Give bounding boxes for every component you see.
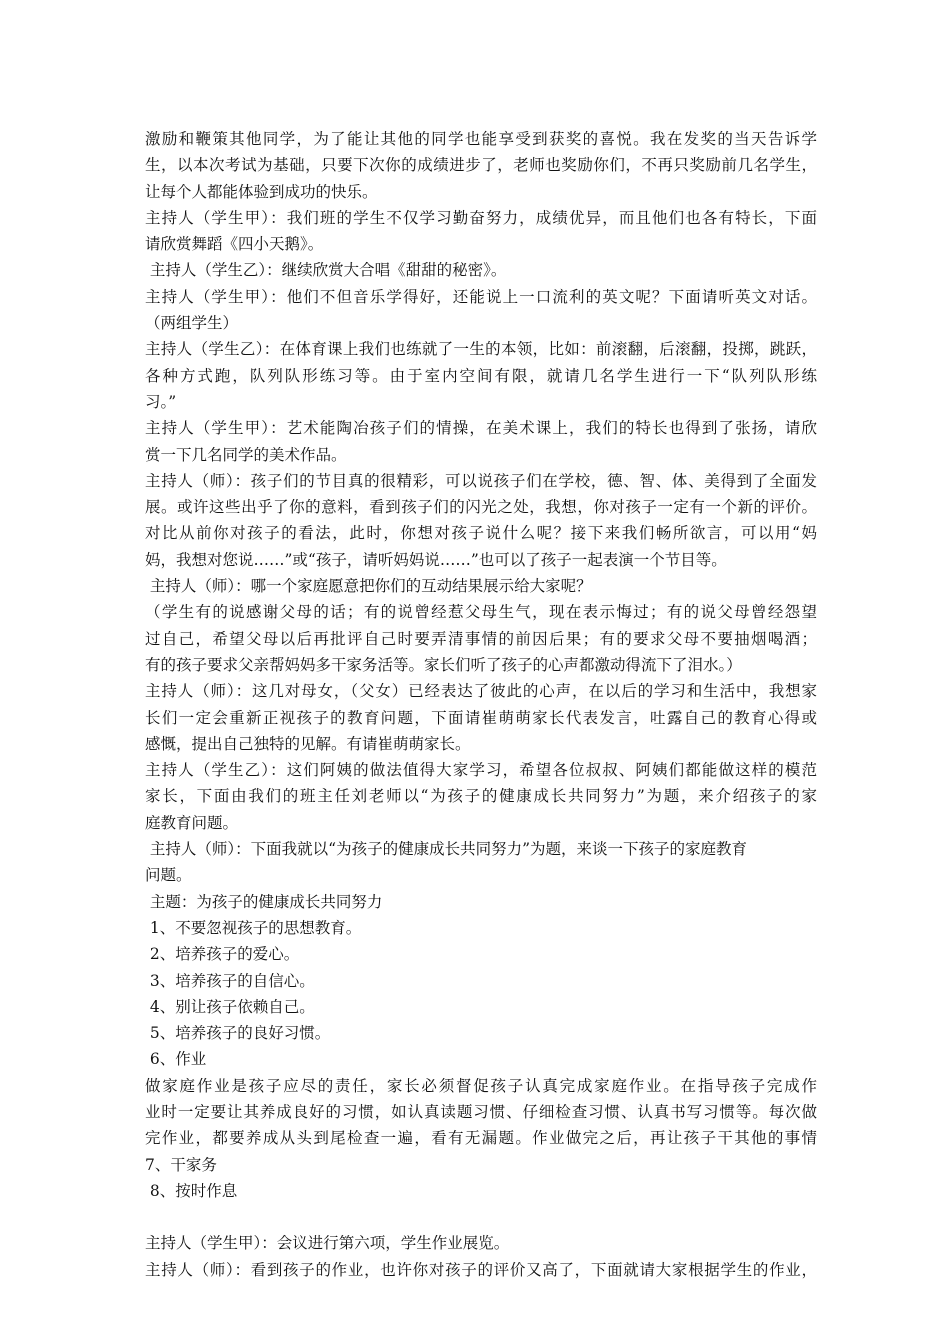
text-line: 展。或许这些出乎了你的意料，看到孩子们的闪光之处，我想，你对孩子一定有一个新的评价。 <box>145 498 817 517</box>
text-line: 4、别让孩子依赖自己。 <box>145 997 315 1016</box>
text-line: 主持人（师）：这几对母女，（父女）已经表达了彼此的心声，在以后的学习和生活中，我想家 <box>145 682 817 701</box>
text-line: 主持人（学生乙）：这们阿姨的做法值得大家学习，希望各位叔叔、阿姨们都能做这样的模范 <box>145 761 817 780</box>
text-line: 让每个人都能体验到成功的快乐。 <box>145 182 378 201</box>
text-line: 主持人（师）：哪一个家庭愿意把你们的互动结果展示给大家呢？ <box>145 577 592 596</box>
text-line: 主持人（学生甲）：他们不但音乐学得好，还能说上一口流利的英文呢？下面请听英文对话。 <box>145 287 817 306</box>
text-line: 8、按时作息 <box>145 1181 238 1200</box>
text-line: 业时一定要让其养成良好的习惯，如认真读题习惯、仔细检查习惯、认真书写习惯等。每次做 <box>145 1102 817 1121</box>
text-line: 过自己，希望父母以后再批评自己时要弄清事情的前因后果；有的要求父母不要抽烟喝酒； <box>145 629 817 648</box>
text-line: （两组学生） <box>145 314 239 333</box>
text-line: 问题。 <box>145 866 192 885</box>
text-line: 家长，下面由我们的班主任刘老师以“为孩子的健康成长共同努力”为题，来介绍孩子的家 <box>145 787 817 806</box>
text-line: 主持人（师）：看到孩子的作业，也许你对孩子的评价又高了，下面就请大家根据学生的作业， <box>145 1260 817 1279</box>
text-line: 长们一定会重新正视孩子的教育问题，下面请崔萌萌家长代表发言，吐露自己的教育心得或 <box>145 708 817 727</box>
text-line: 做家庭作业是孩子应尽的责任，家长必须督促孩子认真完成家庭作业。在指导孩子完成作 <box>145 1076 817 1095</box>
text-line: 6、作业 <box>145 1050 207 1069</box>
text-line <box>145 1204 817 1230</box>
text-line: 习。” <box>145 392 177 411</box>
text-line: 主持人（师）：孩子们的节目真的很精彩，可以说孩子们在学校，德、智、体、美得到了全面发 <box>145 471 817 490</box>
text-line: 妈，我想对您说……”或“孩子，请听妈妈说……”也可以了孩子一起表演一个节目等。 <box>145 550 727 569</box>
text-line: 主持人（学生甲）：会议进行第六项，学生作业展览。 <box>145 1234 510 1253</box>
text-line: 主持人（学生乙）：继续欣赏大合唱《甜甜的秘密》。 <box>145 261 507 280</box>
text-line: 请欣赏舞蹈《四小天鹅》。 <box>145 235 324 254</box>
text-line: 2、培养孩子的爱心。 <box>145 945 300 964</box>
text-line: 7、干家务 <box>145 1155 217 1174</box>
text-line: 1、不要忽视孩子的思想教育。 <box>145 918 362 937</box>
text-line: 生，以本次考试为基础，只要下次你的成绩进步了，老师也奖励你们，不再只奖励前几名学生， <box>145 156 817 175</box>
text-line: 有的孩子要求父亲帮妈妈多干家务活等。家长们听了孩子的心声都激动得流下了泪水。） <box>145 655 742 674</box>
text-line: 对比从前你对孩子的看法，此时，你想对孩子说什么呢？接下来我们畅所欲言，可以用“妈 <box>145 524 817 543</box>
text-line: 主持人（学生甲）：我们班的学生不仅学习勤奋努力，成绩优异，而且他们也各有特长，下面 <box>145 208 817 227</box>
text-line: 3、培养孩子的自信心。 <box>145 971 315 990</box>
text-line: 完作业，都要养成从头到尾检查一遍，看有无漏题。作业做完之后，再让孩子干其他的事情 <box>145 1129 817 1148</box>
text-line: 激励和鞭策其他同学，为了能让其他的同学也能享受到获奖的喜悦。我在发奖的当天告诉学 <box>145 130 817 148</box>
text-line: 赏一下几名同学的美术作品。 <box>145 445 347 464</box>
text-line: 感慨，提出自己独特的见解。有请崔萌萌家长。 <box>145 734 471 753</box>
text-line: 主题：为孩子的健康成长共同努力 <box>145 892 383 911</box>
text-line: 各种方式跑，队列队形练习等。由于室内空间有限，就请几名学生进行一下“队列队形练 <box>145 366 817 385</box>
text-line: （学生有的说感谢父母的话；有的说曾经惹父母生气，现在表示悔过；有的说父母曾经怨望 <box>145 603 817 622</box>
text-line: 主持人（学生甲）：艺术能陶冶孩子们的情操，在美术课上，我们的特长也得到了张扬，请欣 <box>145 419 817 438</box>
text-line: 庭教育问题。 <box>145 813 239 832</box>
text-line: 5、培养孩子的良好习惯。 <box>145 1024 331 1043</box>
text-line: 主持人（学生乙）：在体育课上我们也练就了一生的本领，比如：前滚翻，后滚翻，投掷，跳跃， <box>145 340 817 359</box>
text-line: 主持人（师）：下面我就以“为孩子的健康成长共同努力”为题，来谈一下孩子的家庭教育 <box>145 840 748 859</box>
document-page <box>145 126 817 1283</box>
